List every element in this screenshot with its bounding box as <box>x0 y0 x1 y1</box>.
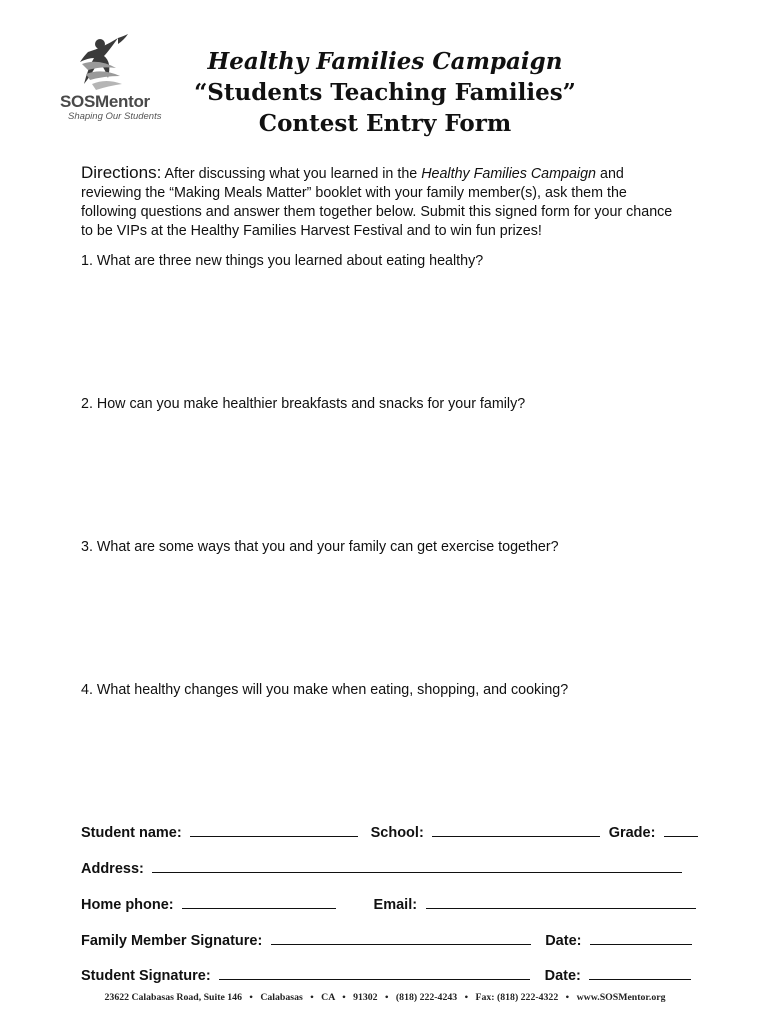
footer-city: Calabasas <box>260 992 303 1003</box>
family-date-field[interactable] <box>590 930 692 945</box>
school-field[interactable] <box>432 822 600 837</box>
contact-row <box>81 894 696 914</box>
address-row <box>81 858 682 878</box>
logo-tagline: Shaping Our Students <box>68 111 162 122</box>
email-field[interactable] <box>426 894 696 909</box>
campaign-title: Healthy Families Campaign <box>207 48 563 75</box>
student-signature-row <box>81 965 691 985</box>
footer-phone: (818) 222-4243 <box>395 992 458 1003</box>
question-1: 1. What are three new things you learned about eating healthy? <box>81 253 484 269</box>
family-signature-field[interactable] <box>271 930 531 945</box>
student-date-field[interactable] <box>589 965 691 980</box>
address-label: Address: <box>81 861 144 877</box>
grade-field[interactable] <box>664 822 698 837</box>
question-4: 4. What healthy changes will you make when eating, shopping, and cooking? <box>81 682 569 698</box>
student-signature-field[interactable] <box>219 965 530 980</box>
student-date-label: Date: <box>544 968 581 984</box>
family-signature-row <box>81 930 692 950</box>
email-label: Email: <box>373 897 418 913</box>
question-2: 2. How can you make healthier breakfasts and snacks for your family? <box>81 396 526 412</box>
directions-paragraph: Directions: After discussing what you learned in the Healthy Families Campaign and reviewing the “Making Meals Matter” booklet with your family member(s), ask them the following questions and answer them together below. Submit this signed form for your chance to be VIPs at the Healthy Families Harvest Festival and to win fun prizes! <box>81 163 673 239</box>
home-phone-field[interactable] <box>182 894 336 909</box>
home-phone-label: Home phone: <box>81 897 174 913</box>
logo-wordmark: SOSMentor <box>60 92 150 111</box>
form-title: Contest Entry Form <box>258 110 512 137</box>
question-3: 3. What are some ways that you and your family can get exercise together? <box>81 539 559 555</box>
footer-website[interactable]: www.SOSMentor.org <box>576 992 666 1003</box>
grade-label: Grade: <box>608 825 656 841</box>
family-date-label: Date: <box>545 933 582 949</box>
directions-label: Directions: <box>81 163 162 182</box>
family-signature-label: Family Member Signature: <box>81 933 263 949</box>
footer-state: CA <box>321 992 335 1003</box>
footer-fax: Fax: (818) 222-4322 <box>475 992 559 1003</box>
footer-address: 23622 Calabasas Road, Suite 146 <box>104 992 242 1003</box>
student-info-row <box>81 822 698 842</box>
student-name-field[interactable] <box>190 822 358 837</box>
student-name-label: Student name: <box>81 825 182 841</box>
school-label: School: <box>370 825 424 841</box>
student-signature-label: Student Signature: <box>81 968 211 984</box>
footer-contact: 23622 Calabasas Road, Suite 146 • Calabasas • CA • 91302 • (818) 222-4243 • Fax: (818) 222-4322 • www.SOSMentor.org <box>104 992 666 1003</box>
subtitle: “Students Teaching Families” <box>194 79 576 106</box>
footer-zip: 91302 <box>353 992 378 1003</box>
address-field[interactable] <box>152 858 682 873</box>
